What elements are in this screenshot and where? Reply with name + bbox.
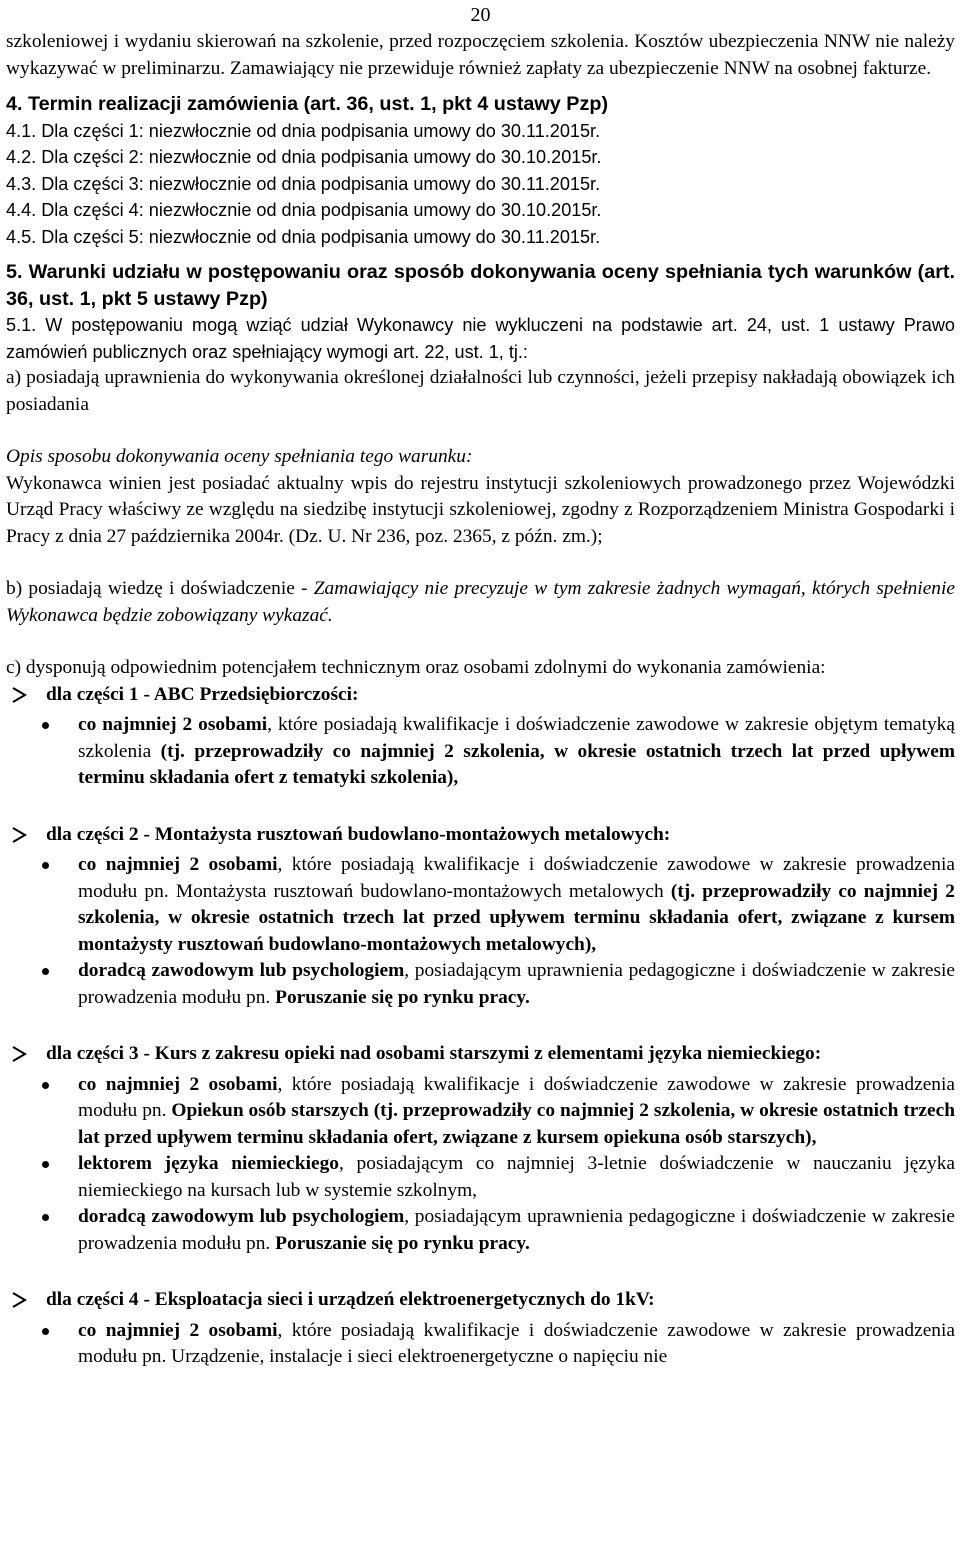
bold-segment: Poruszanie się po rynku pracy. <box>275 1232 530 1254</box>
bold-segment: co najmniej 2 osobami <box>78 854 278 875</box>
text-segment: , posiadającym uprawnienia pedagogiczne i doświadczenie w zakresie prowadzenia modułu pn. <box>78 1206 955 1254</box>
part-heading <box>6 1041 955 1072</box>
section-5-1-paragraph: 5.1. W postępowaniu mogą wziąć udział Wykonawcy nie wykluczeni na podstawie art. 24, ust. 1 ustawy Prawo zamówień publicznych oraz spełniający wymogi art. 22, ust. 1, tj.: <box>6 315 955 362</box>
requirement-text <box>78 1318 955 1371</box>
bold-segment: lektorem języka niemieckiego <box>78 1153 339 1174</box>
requirement-item <box>6 712 955 792</box>
part-heading <box>6 822 955 853</box>
requirement-item <box>6 1072 955 1152</box>
requirement-text <box>78 1204 955 1257</box>
part-block <box>6 682 955 792</box>
requirement-item <box>6 958 955 1011</box>
section-4-heading: 4. Termin realizacji zamówienia (art. 36, ust. 1, pkt 4 ustawy Pzp) <box>6 93 609 115</box>
condition-b-italic: Zamawiający nie precyzuje w tym zakresie żadnych wymagań, których spełnienie Wykonawca będzie zobowiązany wykazać. <box>6 578 955 626</box>
bold-segment: doradcą zawodowym lub psychologiem <box>78 1206 405 1227</box>
requirement-item <box>6 1151 955 1204</box>
condition-b-lead: b) posiadają wiedzę i doświadczenie - <box>6 578 314 599</box>
section-4-list <box>6 118 955 251</box>
part-title: dla części 3 - Kurs z zakresu opieki nad osobami starszymi z elementami języka niemieckiego: <box>46 1043 822 1064</box>
bold-segment: (tj. przeprowadziły co najmniej 2 szkolenia, w okresie ostatnich trzech lat przed upływem terminu składania ofert z tematyki szkolenia), <box>78 740 955 788</box>
part-block <box>6 1041 955 1257</box>
section-4-item: 4.1. Dla części 1: niezwłocznie od dnia podpisania umowy do 30.11.2015r. <box>6 120 601 141</box>
arrow-bullet-icon <box>6 822 46 853</box>
bold-segment: doradcą zawodowym lub psychologiem <box>78 960 405 981</box>
section-4-item: 4.4. Dla części 4: niezwłocznie od dnia podpisania umowy do 30.10.2015r. <box>6 200 602 220</box>
part-heading <box>6 682 955 713</box>
section-5-heading: 5. Warunki udziału w postępowaniu oraz sposób dokonywania oceny spełniania tych warunków (art. 36, ust. 1, pkt 5 ustawy Pzp) <box>6 261 955 310</box>
part-title: dla części 4 - Eksploatacja sieci i urządzeń elektroenergetycznych do 1kV: <box>46 1289 655 1310</box>
requirement-text <box>78 1151 955 1204</box>
text-segment: , posiadającym uprawnienia pedagogiczne i doświadczenie w zakresie prowadzenia modułu pn. <box>78 960 955 1008</box>
bold-segment: Opiekun osób starszych (tj. przeprowadziły co najmniej 2 szkolenia, w okresie ostatnich trzech lat przed upływem terminu składania ofert, związane z kursem opiekuna osób starszych), <box>78 1100 955 1148</box>
bold-segment: co najmniej 2 osobami <box>78 714 268 735</box>
text-segment: , które posiadają kwalifikacje i doświadczenie zawodowe w zakresie prowadzenia modułu pn. Urządzenie, instalacje i sieci elektroenergetyczne o napięciu nie <box>78 1319 955 1367</box>
bold-segment: co najmniej 2 osobami <box>78 1073 278 1095</box>
part-title: dla części 1 - ABC Przedsiębiorczości: <box>46 683 359 705</box>
section-4-item: 4.3. Dla części 3: niezwłocznie od dnia podpisania umowy do 30.11.2015r. <box>6 173 601 194</box>
condition-a: a) posiadają uprawnienia do wykonywania określonej działalności lub czynności, jeżeli przepisy nakładają obowiązek ich posiadania <box>6 367 955 415</box>
condition-b <box>6 576 955 629</box>
requirement-item <box>6 1318 955 1371</box>
part-block <box>6 822 955 1012</box>
document-page <box>6 0 955 1371</box>
requirement-text <box>78 852 955 958</box>
text-segment: , które posiadają kwalifikacje i doświadczenie zawodowe w zakresie objętym tematyką szkolenia <box>78 714 955 762</box>
section-4-item: 4.2. Dla części 2: niezwłocznie od dnia podpisania umowy do 30.10.2015r. <box>6 147 602 167</box>
parts-list <box>6 682 955 1371</box>
intro-paragraph: szkoleniowej i wydaniu skierowań na szkolenie, przed rozpoczęciem szkolenia. Kosztów ubezpieczenia NNW nie należy wykazywać w preliminarzu. Zamawiający nie przewiduje również zapłaty za ubezpieczenie NNW na osobnej fakturze. <box>6 31 955 79</box>
section-4-item: 4.5. Dla części 5: niezwłocznie od dnia podpisania umowy do 30.11.2015r. <box>6 226 601 247</box>
arrow-bullet-icon <box>6 1287 46 1318</box>
text-segment: , które posiadają kwalifikacje i doświadczenie zawodowe w zakresie prowadzenia modułu pn. <box>78 1073 955 1121</box>
requirement-item <box>6 1204 955 1257</box>
condition-c: c) dysponują odpowiednim potencjałem technicznym oraz osobami zdolnymi do wykonania zamówienia: <box>6 657 826 678</box>
requirement-text <box>78 712 955 792</box>
page-number: 20 <box>470 4 491 26</box>
bold-segment: Poruszanie się po rynku pracy. <box>275 986 530 1008</box>
arrow-bullet-icon <box>6 1041 46 1072</box>
requirement-item <box>6 852 955 958</box>
assessment-text: Wykonawca winien jest posiadać aktualny wpis do rejestru instytucji szkoleniowych prowadzonego przez Wojewódzki Urząd Pracy właściwy ze względu na siedzibę instytucji szkoleniowej, zgodny z Rozporządzeniem Ministra Gospodarki i Pracy z dnia 27 października 2004r. (Dz. U. Nr 236, poz. 2365, z późn. zm.); <box>6 472 955 547</box>
requirement-text <box>78 958 955 1011</box>
bold-segment: (tj. przeprowadziły co najmniej 2 szkolenia, w okresie ostatnich trzech lat przed upływem terminu składania ofert, związane z kursem montażysty rusztowań budowlano-montażowych metalowych), <box>78 880 955 955</box>
requirement-text <box>78 1072 955 1152</box>
part-heading <box>6 1287 955 1318</box>
part-title: dla części 2 - Montażysta rusztowań budowlano-montażowych metalowych: <box>46 823 671 845</box>
assessment-label: Opis sposobu dokonywania oceny spełniania tego warunku: <box>6 446 473 467</box>
bold-segment: co najmniej 2 osobami <box>78 1319 278 1341</box>
part-block <box>6 1287 955 1371</box>
text-segment: , posiadającym co najmniej 3-letnie doświadczenie w nauczaniu języka niemieckiego na kursach lub w systemie szkolnym, <box>78 1153 956 1201</box>
arrow-bullet-icon <box>6 682 46 713</box>
text-segment: , które posiadają kwalifikacje i doświadczenie zawodowe w zakresie prowadzenia modułu pn. Montażysta rusztowań budowlano-montażowych metalowych <box>78 854 955 902</box>
